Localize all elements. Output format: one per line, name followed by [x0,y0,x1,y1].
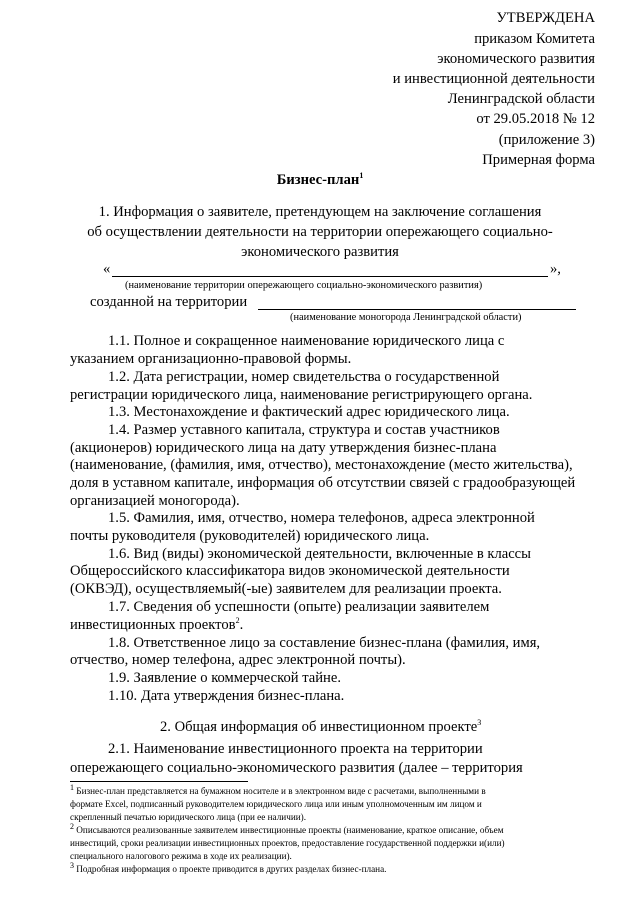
approval-line: экономического развития [437,51,595,67]
created-label: созданной на территории [90,294,248,310]
footnote-ref: 3 [477,718,482,728]
item-1-6-line2: Общероссийского классификатора видов экономической деятельности [70,563,510,579]
footnote-1-line2: формате Excel, подписанный руководителем юридического лица или иным уполномоченным им лицом и [70,799,482,809]
approval-line: УТВЕРЖДЕНА [496,10,595,26]
approval-line: приказом Комитета [474,31,595,47]
footnote-2-text: Описываются реализованные заявителем инвестиционные проекты (наименование, краткое описание, объем [76,825,504,835]
monocity-blank-line [258,309,576,310]
item-1-4-line1: 1.4. Размер уставного капитала, структура и состав участников [108,422,500,438]
footnote-ref: 2 [235,616,240,626]
footnote-1-text: Бизнес-план представляется на бумажном носителе и в электронном виде с расчетами, выполненными в [76,786,486,796]
item-1-1-line2: указанием организационно-правовой формы. [70,351,352,367]
item-1-10-line1: 1.10. Дата утверждения бизнес-плана. [108,688,345,704]
item-1-6-line3: (ОКВЭД), осуществляемый(-ые) заявителем для реализации проекта. [70,581,502,597]
footnote-mark: 3 [70,860,74,870]
close-quote: », [550,261,561,277]
item-1-4-line4: доля в уставном капитале, информация об отсутствии связей с градообразующей [70,475,576,491]
approval-line: (приложение 3) [498,132,595,148]
approval-line: от 29.05.2018 № 12 [476,111,595,127]
section1-heading-line: 1. Информация о заявителе, претендующем на заключение соглашения [98,204,542,220]
territory-caption: (наименование территории опережающего социально-экономического развития) [125,280,483,291]
item-1-6-line1: 1.6. Вид (виды) экономической деятельности, включенные в классы [108,546,531,562]
territory-blank-line [112,276,548,277]
item-1-8-line1: 1.8. Ответственное лицо за составление бизнес-плана (фамилия, имя, [108,635,541,651]
open-quote: « [103,261,111,277]
document-title [0,172,640,189]
approval-line: Примерная форма [482,152,595,168]
section2-heading-text: 2. Общая информация об инвестиционном проекте [160,719,478,735]
item-1-8-line2: отчество, номер телефона, адрес электронной почты). [70,652,406,668]
item-1-4-line2: (акционеров) юридического лица на дату утверждения бизнес-плана [70,440,497,456]
footnote-2-line1 [70,821,597,836]
footnote-3-text: Подробная информация о проекте приводится в других разделах бизнес-плана. [76,864,387,874]
footnote-mark: 2 [70,821,74,831]
footnote-ref: 1 [359,171,364,181]
item-1-9-line1: 1.9. Заявление о коммерческой тайне. [108,670,341,686]
footnote-separator [70,781,248,782]
footnote-1-line3: скрепленный печатью юридического лица (при ее наличии). [70,812,307,822]
approval-line: Ленинградской области [447,91,595,107]
item-1-7-line2-text: инвестиционных проектов [70,617,236,633]
section1-heading-line: экономического развития [241,244,399,260]
monocity-caption: (наименование моногорода Ленинградской области) [290,312,522,323]
item-2-1-line1: 2.1. Наименование инвестиционного проекта на территории [108,741,483,757]
section2-heading [160,719,481,736]
item-1-4-line5: организацией моногорода). [70,493,240,509]
item-2-1-line2: опережающего социально-экономического развития (далее – территория [70,760,523,776]
item-1-4-line3: (наименование, (фамилия, имя, отчество), местонахождение (место жительства), [70,457,573,473]
item-1-3-line1: 1.3. Местонахождение и фактический адрес юридического лица. [108,404,510,420]
item-1-1-line1: 1.1. Полное и сокращенное наименование юридического лица с [108,333,505,349]
item-1-7-line1: 1.7. Сведения об успешности (опыте) реализации заявителем [108,599,490,615]
item-1-2-line1: 1.2. Дата регистрации, номер свидетельства о государственной [108,369,500,385]
footnote-2-line3: специального налогового режима в ходе их реализации). [70,851,292,861]
footnote-2-line2: инвестиций, сроки реализации инвестиционных проектов, предоставление государственной поддержки и(или) [70,838,505,848]
footnote-mark: 1 [70,782,74,792]
footnote-1-line1 [70,782,597,797]
item-1-2-line2: регистрации юридического лица, наименование регистрирующего органа. [70,387,533,403]
section1-heading-line: об осуществлении деятельности на территории опережающего социально- [87,224,553,240]
item-1-7-line2-end: . [239,617,244,633]
footnote-3-line1 [70,860,597,875]
item-1-7-line2 [70,617,243,634]
title-text: Бизнес-план [276,172,360,188]
approval-line: и инвестиционной деятельности [392,71,595,87]
item-1-5-line2: почты руководителя (руководителей) юридического лица. [70,528,430,544]
item-1-5-line1: 1.5. Фамилия, имя, отчество, номера телефонов, адреса электронной [108,510,535,526]
